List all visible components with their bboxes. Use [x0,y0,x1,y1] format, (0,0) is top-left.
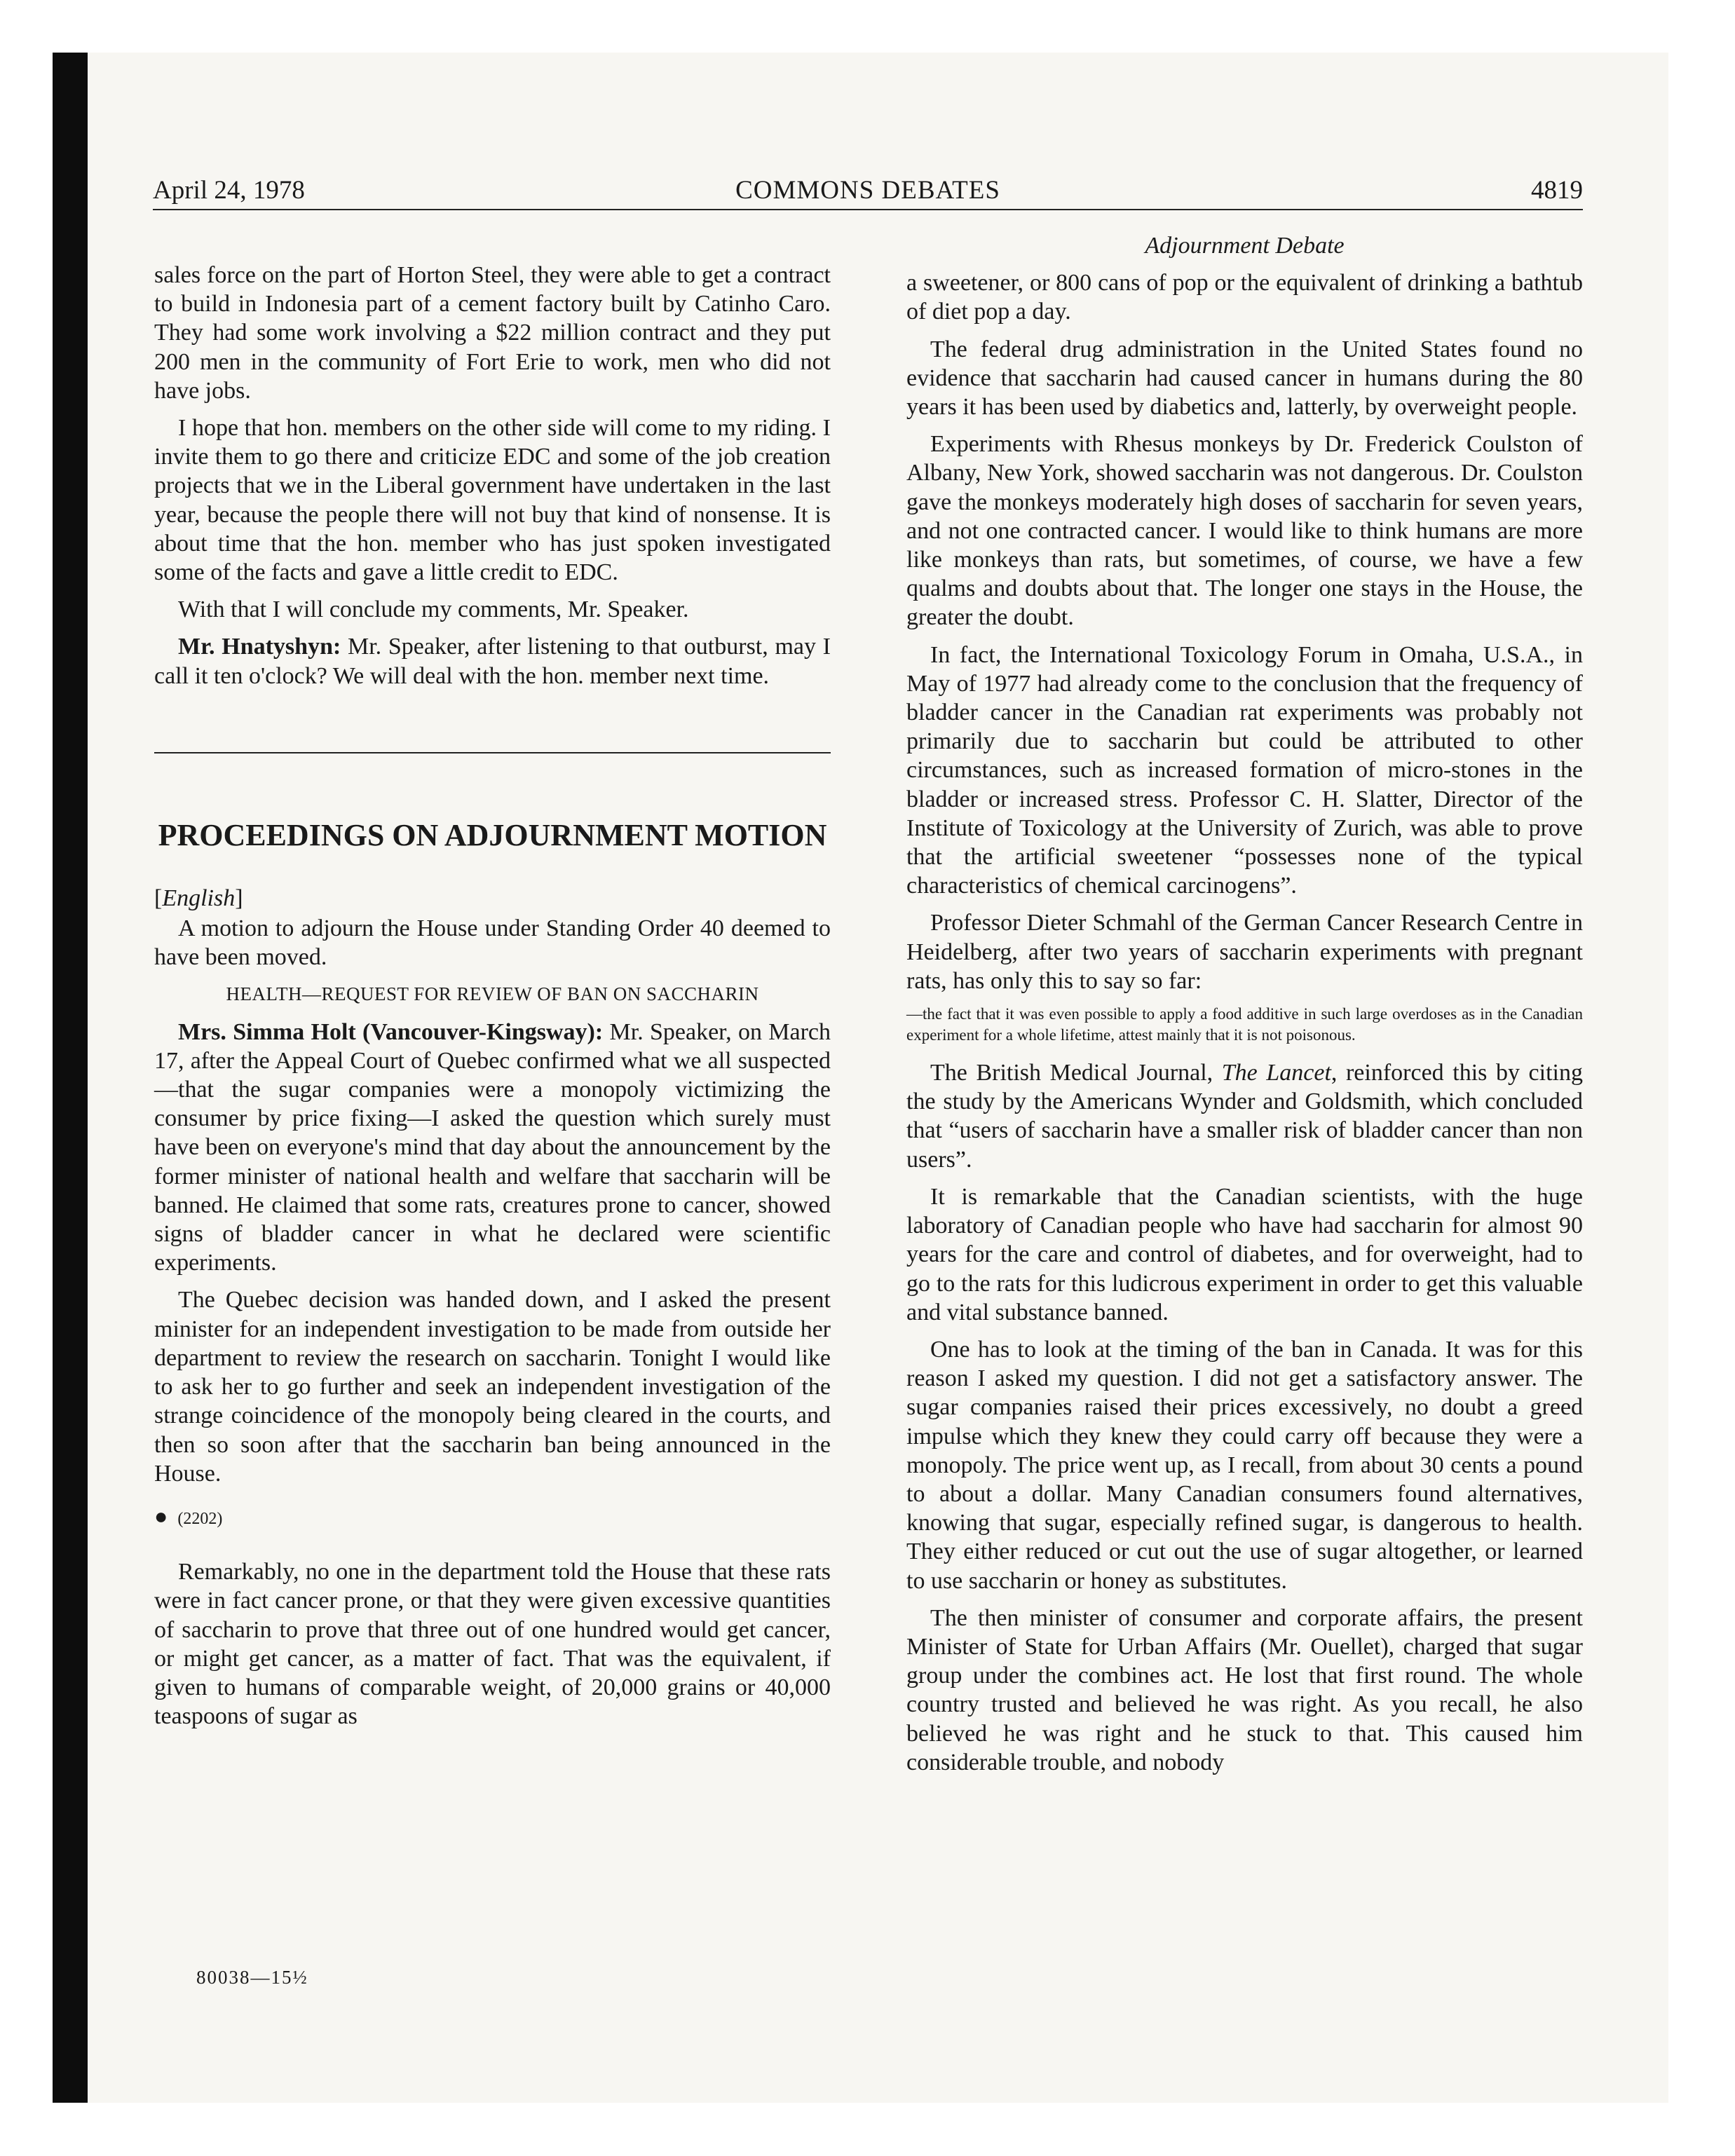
paragraph: Experiments with Rhesus monkeys by Dr. Frederick Coulston of Albany, New York, showed saccharin was not dangerous. Dr. Coulston gave the monkeys moderately high doses of saccharin for seven years, and not one contracted cancer. I would like to think humans are more like monkeys than rats, but sometimes, of course, we have a few qualms and doubts about that. The longer one stays in the House, the greater the doubt. [906,431,1583,631]
paragraph [906,1058,1583,1174]
page-header [153,174,1583,209]
text-run: The British Medical Journal, [930,1060,1222,1086]
paragraph: With that I will conclude my comments, Mr. Speaker. [178,596,689,623]
paragraph: Remarkably, no one in the department told the House that these rats were in fact cancer prone, or that they were given excessive quantities of saccharin to prove that three out of one hundred would get cancer, or might get cancer, as a matter of fact. That was the equivalent, if given to humans of comparable weight, of 20,000 grains or 40,000 teaspoons of sugar as [154,1559,831,1730]
header-title: COMMONS DEBATES [735,176,1000,205]
paragraph: I hope that hon. members on the other side will come to my riding. I invite them to go there and criticize EDC and some of the job creation projects that we in the Liberal government have undertaken in the last year, because the people there will not buy that kind of nonsense. It is about time that the hon. member who has just spoken investigated some of the facts and gave a little credit to EDC. [154,415,831,586]
section-title: PROCEEDINGS ON ADJOURNMENT MOTION [158,817,827,852]
speech-text: Mr. Speaker, on March 17, after the Appeal Court of Quebec confirmed what we all suspected—that the sugar companies were a monopoly victimizing the consumer by price fixing—I asked the question which surely must have been on everyone's mind that day about the announcement by the former minister of national health and welfare that saccharin will be banned. He claimed that some rats, creatures prone to cancer, showed signs of bladder cancer in what he declared were scientific experiments. [154,1018,831,1276]
language-word: English [162,885,236,911]
text-run: , reinforced this by citing the study by the Americans Wynder and Goldsmith, which concluded that “users of saccharin have a smaller risk of bladder cancer than non users”. [906,1060,1583,1173]
paragraph [154,1018,831,1278]
paragraph [154,632,831,690]
paragraph: One has to look at the timing of the ban in Canada. It was for this reason I asked my question. I did not get a satisfactory answer. The sugar companies raised their prices excessively, no doubt a greed impulse which they knew they could carry off because they were a monopoly. The price went up, as I recall, from about 30 cents a pound to about a dollar. Many Canadian consumers found alternatives, knowing that sugar, especially refined sugar, is dangerous to health. They either reduced or cut out the use of sugar altogether, or learned to use saccharin or honey as substitutes. [906,1336,1583,1594]
running-head: Adjournment Debate [1145,233,1345,259]
subheading: HEALTH—REQUEST FOR REVIEW OF BAN ON SACCHARIN [226,983,759,1005]
block-quote: —the fact that it was even possible to apply a food additive in such large overdoses as in the Canadian experiment for a whole lifetime, attest mainly that it is not poisonous. [906,1005,1583,1044]
left-column [154,261,831,1739]
section-divider [154,752,831,753]
bullet-dot-icon: ● [154,1503,168,1529]
speech-text: Mr. Speaker, after listening to that outburst, may I call it ten o'clock? We will deal with the hon. member next time. [154,634,831,689]
paragraph: The federal drug administration in the United States found no evidence that saccharin had caused cancer in humans during the 80 years it has been used by diabetics and, latterly, by overweight people. [906,336,1583,421]
paragraph: The then minister of consumer and corporate affairs, the present Minister of State for Urban Affairs (Mr. Ouellet), charged that sugar group under the combines act. He lost that first round. The whole country trusted and believed he was right. As you recall, he also believed he was right and he stuck to that. This caused him considerable trouble, and nobody [906,1604,1583,1775]
right-column [906,231,1583,1785]
language-tag [154,884,831,913]
time-marker [154,1502,831,1534]
time-marker-text: (2202) [177,1509,223,1528]
journal-title: The Lancet [1221,1060,1331,1086]
paragraph: It is remarkable that the Canadian scientists, with the huge laboratory of Canadian people who have had saccharin for almost 90 years for the care and control of diabetes, and for overweight, had to go to the rats for this ludicrous experiment in order to get this valuable and vital substance banned. [906,1183,1583,1325]
bracket-close: ] [235,885,243,911]
header-page-number: 4819 [1531,176,1583,205]
scan-edge [53,53,88,2103]
paragraph: a sweetener, or 800 cans of pop or the equivalent of drinking a bathtub of diet pop a day. [906,270,1583,325]
speaker-name: Mr. Hnatyshyn: [178,634,341,660]
paragraph: The Quebec decision was handed down, and I asked the present minister for an independent investigation to be made from outside her department to review the research on saccharin. Tonight I would like to ask her to go further and seek an independent investigation of the strange coincidence of the monopoly being cleared in the courts, and then so soon after that the saccharin ban being announced in the House. [154,1287,831,1487]
footer-signature: 80038—15½ [196,1967,308,1988]
paragraph: sales force on the part of Horton Steel, they were able to get a contract to build in Indonesia part of a cement factory built by Catinho Caro. They had some work involving a $22 million contract and they put 200 men in the community of Fort Erie to work, men who did not have jobs. [154,262,831,404]
speaker-name: Mrs. Simma Holt (Vancouver-Kingsway): [178,1018,604,1045]
paragraph: A motion to adjourn the House under Standing Order 40 deemed to have been moved. [154,915,831,971]
header-rule [153,209,1583,210]
paragraph: Professor Dieter Schmahl of the German Cancer Research Centre in Heidelberg, after two years of saccharin experiments with pregnant rats, has only this to say so far: [906,910,1583,994]
bracket-open: [ [154,885,163,911]
header-date: April 24, 1978 [153,176,305,205]
paragraph: In fact, the International Toxicology Forum in Omaha, U.S.A., in May of 1977 had already come to the conclusion that the frequency of bladder cancer in the Canadian rat experiments was probably not primarily due to saccharin but could be attributed to other circumstances, such as increased formation of micro-stones in the bladder or increased stress. Professor C. H. Slatter, Director of the Institute of Toxicology at the University of Zurich, was able to prove that the artificial sweetener “possesses none of the typical characteristics of chemical carcinogens”. [906,641,1583,899]
